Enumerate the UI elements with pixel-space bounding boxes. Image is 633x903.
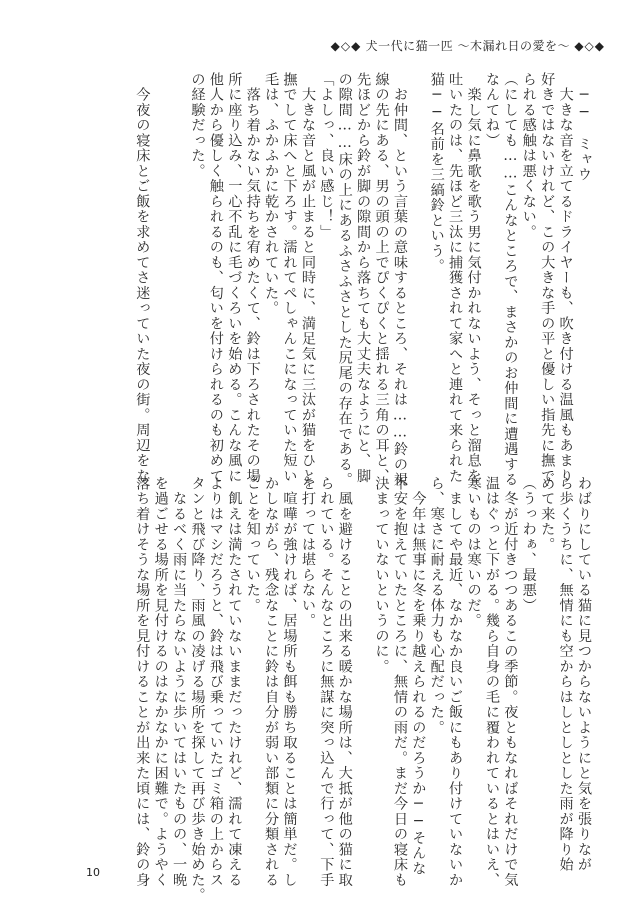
text-column: られている。そんなところに無謀に突っ込んで行って、下手	[318, 476, 335, 888]
text-column: られる感触は悪くない。	[520, 72, 537, 240]
text-column: 寒いものは寒いのだ。	[465, 476, 482, 629]
header-ornament-right: ◆◇◆	[574, 39, 605, 53]
text-column: 不安を抱えていたところに、無情の雨だ。まだ今日の寝床も	[391, 476, 408, 888]
blank-line	[354, 476, 372, 868]
text-column: （うっわぁ、最悪）	[520, 476, 537, 614]
text-column: お仲間、という言葉の意味するところ、それは……鈴の視	[391, 72, 408, 488]
text-column: 所に座り込み、一心不乱に毛づくろいを始める。こんな風に	[226, 72, 243, 484]
text-column: 落ち着けそうな場所を見付けることが出来た頃には、鈴の身	[134, 476, 151, 888]
text-column: ら、寒さに耐える体力も心配だった。	[428, 476, 445, 736]
text-column: 好きではないけれど、この大きな手の平と優しい指先に撫で	[539, 72, 556, 484]
blank-line	[170, 72, 188, 464]
text-column: 猫──名前を三縞鈴という。	[428, 72, 445, 274]
text-column: めて来た。	[539, 476, 556, 553]
text-column: 毛は、ふかふかに乾かされていた。	[263, 72, 280, 316]
text-column: わばりにしている猫に見つからないようにと気を張りなが	[576, 476, 592, 873]
body-text-bottom-block	[133, 476, 593, 903]
text-column: 吐いたのは、先ほど三汰に捕獲されて家へと連れて来られた	[447, 72, 464, 484]
blank-line	[409, 72, 427, 464]
text-column: なんてね）	[483, 72, 500, 149]
text-column: の経験だった。	[189, 72, 206, 179]
body-text-top-block	[133, 72, 593, 488]
text-column: の隙間……床の上にあるふさふさとした尻尾の存在である。	[336, 72, 353, 488]
text-column: タンと飛び降り、雨風の凌げる場所を探して再び歩き始めた。	[189, 476, 206, 903]
text-column: 「よしっ、良い感じ！」	[318, 72, 335, 240]
text-column: よりはマシだろうと、鈴は飛び乗っていたゴミ箱の上からス	[207, 476, 224, 888]
text-column: なるべく雨に当たらないように歩いてはいたものの、一晩	[171, 476, 188, 888]
text-column: ら歩くうちに、無情にも空からはしとしとした雨が降り始	[557, 476, 574, 873]
page-number: 10	[86, 866, 100, 879]
text-column: を過ごせる場所を見付けるのはなかなかに困難で。ようやく	[152, 476, 169, 888]
text-column: ── ミャウ	[576, 72, 592, 183]
text-column: 落ち着かない気持ちを宥めたくて、鈴は下ろされたその場	[244, 72, 261, 484]
text-column: 喧嘩が強ければ、居場所も餌も勝ち取ることは簡単だ。し	[281, 476, 298, 888]
text-column: 先ほどから鈴が脚の隙間から落ちても大丈夫なようにと、脚	[355, 72, 372, 484]
chapter-title: 犬一代に猫一匹 ～木漏れ日の愛を～	[365, 39, 570, 53]
header-ornament-left: ◆◇◆	[330, 39, 362, 53]
text-column: 温はぐっと下がる。幾ら自身の毛に覆われているとはいえ、	[483, 476, 500, 888]
text-column: 大きな音を立てるドライヤーも、吹き付ける温風もあまり	[557, 72, 574, 484]
text-column: （にしても……こんなところで、まさかのお仲間に遭遇する	[502, 72, 519, 488]
text-column: 飢えは満たされていないままだったけれど、濡れて凍える	[226, 476, 243, 888]
text-column: 冬が近付きつつあるこの季節。夜ともなればそれだけで気	[502, 476, 519, 888]
text-column: 他人から優しく触られるのも、匂いを付けられるのも初めて	[207, 72, 224, 484]
blank-line	[151, 72, 169, 464]
text-column: 風を避けることの出来る暖かな場所は、大抵が他の猫に取	[336, 476, 353, 888]
text-column: 今夜の寝床とご飯を求めてさ迷っていた夜の街。周辺をな	[134, 72, 151, 484]
text-column: 今年は無事に冬を乗り越えられるのだろうか──そんな	[410, 476, 427, 877]
text-column: を打っては堪らない。	[299, 476, 316, 629]
text-column: 撫でして床へと下ろす。濡れてぺしゃんこになっていた短い	[281, 72, 298, 484]
running-header	[331, 37, 605, 54]
text-column: ことを知っていた。	[244, 476, 261, 614]
text-column: 大きな音と風が止まると同時に、満足気に三汰が猫をひと	[299, 72, 316, 484]
text-column: 楽し気に鼻歌を歌う男に気付かれないよう、そっと溜息を	[465, 72, 482, 484]
text-column: ましてや最近、なかなか良いご飯にもあり付けていないか	[447, 476, 464, 888]
text-column: かしながら、残念なことに鈴は自分が弱い部類に分類される	[263, 476, 280, 888]
text-column: 線の先にある、男の頭の上でぴくぴくと揺れる三角の耳と、	[373, 72, 390, 484]
text-column: 決まっていないというのに。	[373, 476, 390, 675]
